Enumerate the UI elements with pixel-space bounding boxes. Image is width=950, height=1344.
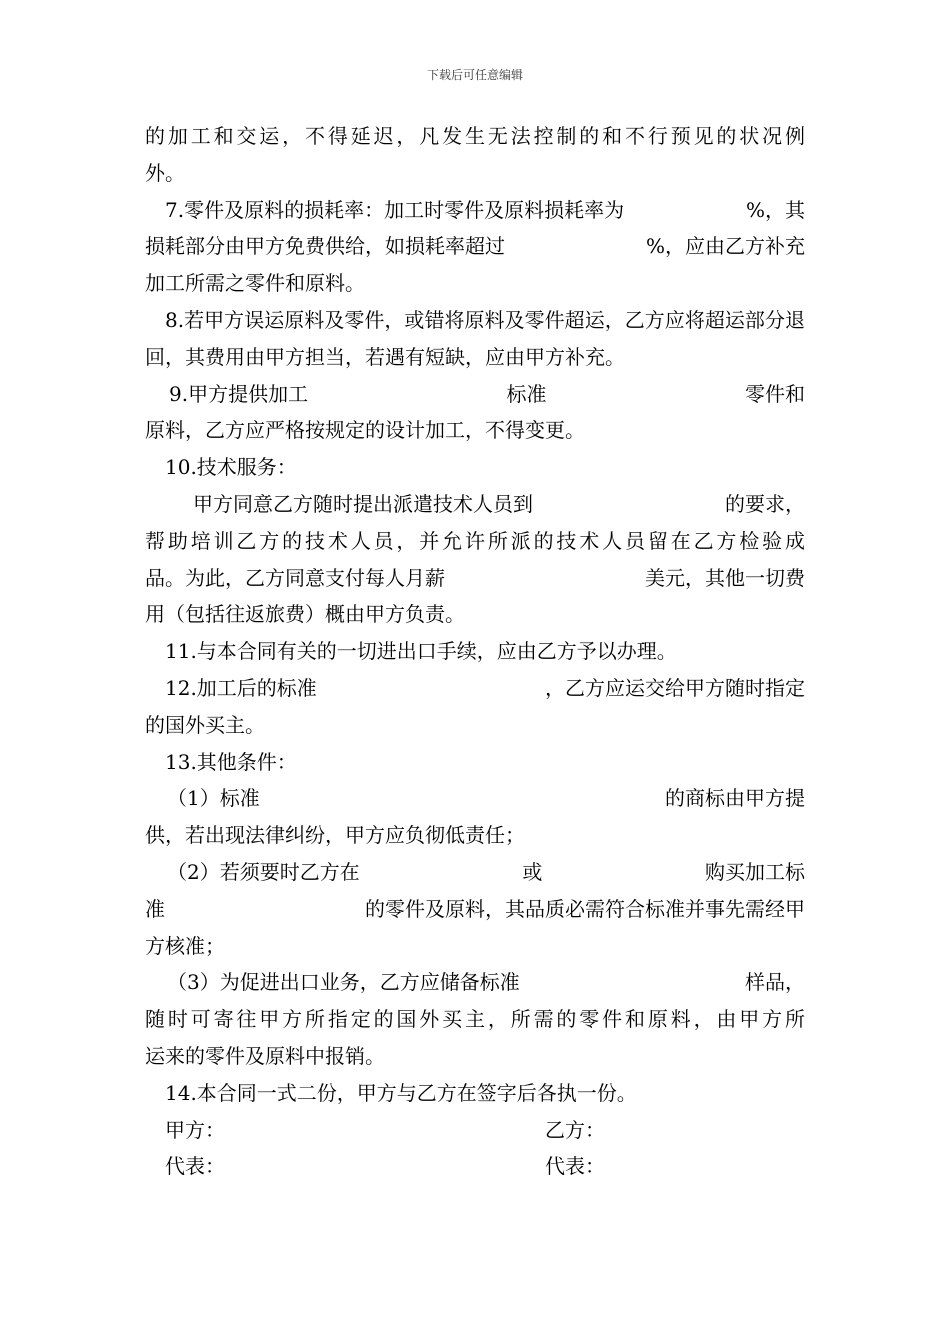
- clause-10-text-a: 甲方同意乙方随时提出派遣技术人员到: [193, 491, 533, 516]
- party-b-label: 乙方：: [545, 1117, 605, 1142]
- clause-10-line1: [145, 486, 805, 523]
- page-header: 下载后可任意编辑: [426, 68, 523, 82]
- clause-13-2-line1: [145, 854, 805, 891]
- clause-13-3-text-a: （3）为促进出口业务，乙方应储备标准: [167, 970, 520, 995]
- clause-13-3-line2: 随时可寄往甲方所指定的国外买主，所需的零件和原料，由甲方所: [145, 1007, 805, 1032]
- clause-12-line2: 的国外买主。: [145, 712, 265, 737]
- clause-12-text-b: ，乙方应运交给甲方随时指定: [545, 675, 805, 700]
- clause-8: 8.若甲方误运原料及零件，或错将原料及零件超运，乙方应将超运部分退回，其费用由甲方担当，若遇有短缺，应由甲方补充。: [145, 307, 805, 369]
- clause-12-text-a: 12.加工后的标准: [165, 675, 317, 700]
- signature-row-representative: [145, 1148, 805, 1185]
- clause-9-text-a: 9.甲方提供加工: [169, 381, 309, 406]
- rep-b-label: 代表：: [545, 1154, 605, 1179]
- clause-13-1-line1: [145, 780, 805, 817]
- clause-7-text-c: 损耗部分由甲方免费供给，如损耗率超过: [145, 234, 505, 259]
- clause-10-line4: 用（包括往返旅费）概由甲方负责。: [145, 602, 465, 627]
- clause-9-line2: 原料，乙方应严格按规定的设计加工，不得变更。: [145, 418, 585, 443]
- clause-13-1-line2: 供，若出现法律纠纷，甲方应负彻低责任；: [145, 823, 525, 848]
- clause-7-text-d: %，应由乙方补充: [645, 234, 805, 259]
- clause-10-title: 10.技术服务：: [165, 455, 297, 480]
- rep-a-label: 代表：: [165, 1154, 225, 1179]
- clause-7-text-a: 7.零件及原料的损耗率：加工时零件及原料损耗率为: [165, 197, 625, 222]
- clause-9-text-b: 标准: [506, 381, 547, 406]
- clause-6-continuation-line1: 的加工和交运，不得延迟，凡发生无法控制的和不行预见的状况例: [145, 124, 805, 148]
- clause-13-title: 13.其他条件：: [165, 749, 297, 774]
- clause-13-2-text-c: 购买加工标: [704, 859, 805, 884]
- clause-9-line1: [145, 376, 805, 413]
- clause-11: 11.与本合同有关的一切进出口手续，应由乙方予以办理。: [165, 639, 677, 664]
- clause-13-3-line1: [145, 964, 805, 1001]
- clause-13-1-text-b: 的商标由甲方提: [665, 786, 805, 811]
- clause-13-1-text-a: （1）标准: [167, 786, 260, 811]
- clause-7-text-b: %，其: [745, 197, 805, 222]
- clause-13-3-line3: 运来的零件及原料中报销。: [145, 1043, 385, 1068]
- clause-13-2-text-d: 准: [145, 896, 165, 921]
- clause-10-text-e: 美元，其他一切费: [645, 565, 805, 590]
- clause-10-text-b: 的要求，: [725, 491, 805, 516]
- clause-7-line3: 加工所需之零件和原料。: [145, 271, 365, 296]
- clause-13-2-text-e: 的零件及原料，其品质必需符合标准并事先需经甲: [365, 896, 805, 921]
- clause-13-2-line3: 方核准；: [145, 933, 225, 958]
- clause-14: 14.本合同一式二份，甲方与乙方在签字后各执一份。: [165, 1080, 637, 1105]
- clause-9-text-c: 零件和: [745, 381, 805, 406]
- clause-13-2-line2: [145, 891, 805, 928]
- clause-7-line2: [145, 228, 805, 265]
- clause-10-line3: [145, 560, 805, 597]
- clause-10-text-d: 品。为此，乙方同意支付每人月薪: [145, 565, 445, 590]
- contract-body: [145, 118, 805, 1185]
- clause-6-continuation-line2: 外。: [145, 160, 185, 185]
- signature-row-party: [145, 1112, 805, 1149]
- clause-7-line1: [145, 192, 805, 229]
- clause-13-2-text-b: 或: [522, 859, 543, 884]
- clause-12-line1: [145, 670, 805, 707]
- clause-13-2-text-a: （2）若须要时乙方在: [167, 859, 360, 884]
- party-a-label: 甲方：: [165, 1117, 225, 1142]
- clause-10-line2: 帮助培训乙方的技术人员，并允许所派的技术人员留在乙方检验成: [145, 528, 805, 553]
- clause-13-3-text-b: 样品，: [745, 970, 805, 995]
